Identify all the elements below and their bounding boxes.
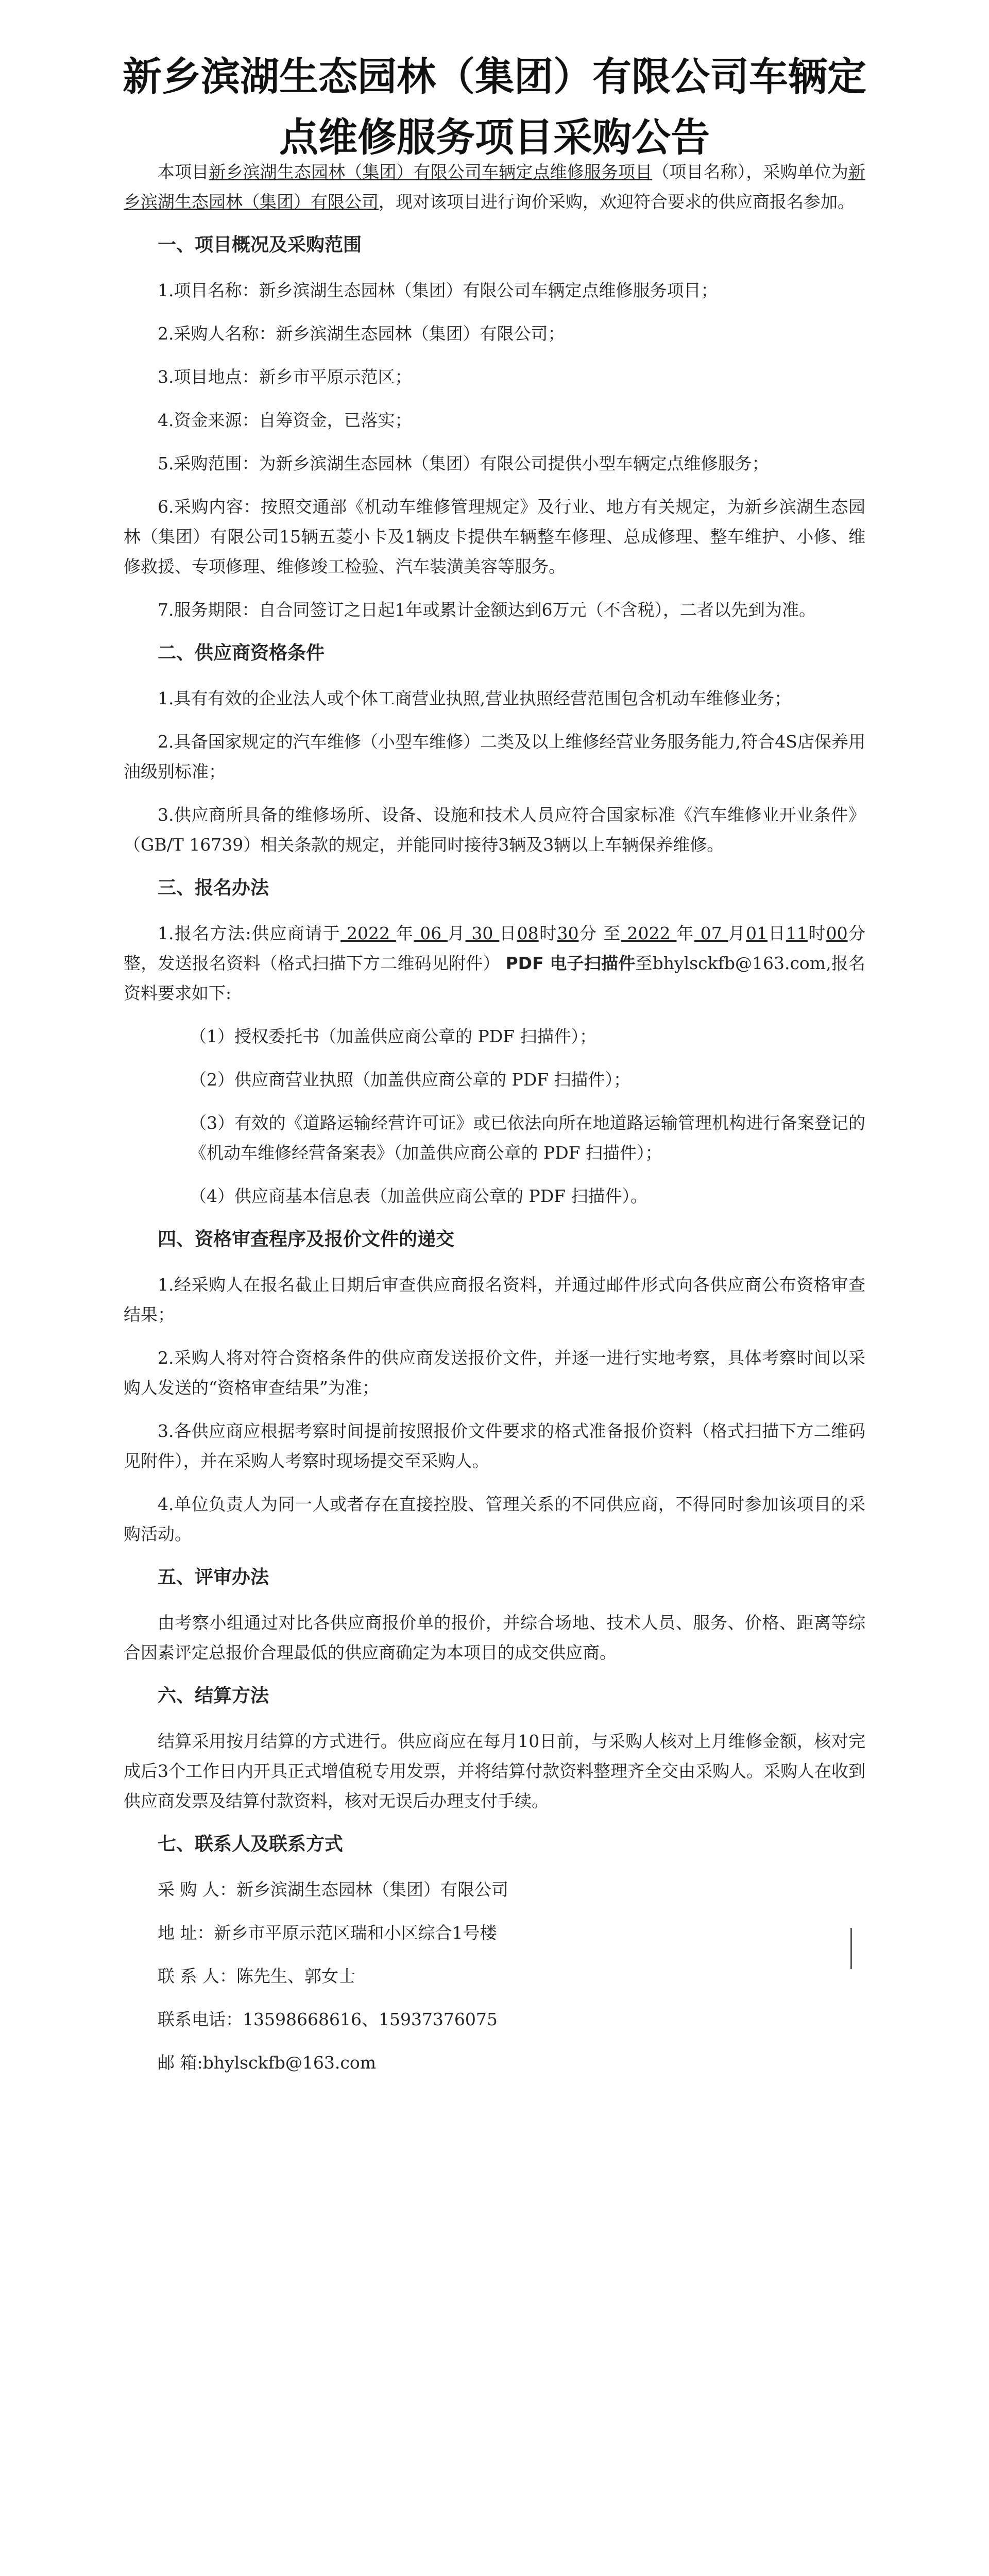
section-heading: 六、结算方法 — [158, 1685, 269, 1706]
list-item: 4.单位负责人为同一人或者存在直接控股、管理关系的不同供应商，不得同时参加该项目的采购活动。 — [124, 1494, 865, 1544]
reg-date: 08 — [517, 923, 539, 943]
page-title: 新乡滨湖生态园林（集团）有限公司车辆定点维修服务项目采购公告 — [123, 54, 866, 160]
contact-buyer: 采 购 人：新乡滨湖生态园林（集团）有限公司 — [158, 1879, 508, 1900]
reg-text: 时 — [807, 923, 826, 943]
list-item: 1.具有有效的企业法人或个体工商营业执照,营业执照经营范围包含机动车维修业务； — [158, 688, 791, 708]
reg-date: 06 — [414, 923, 448, 943]
margin-mark — [850, 1928, 852, 1969]
reg-date: 30 — [557, 923, 579, 943]
reg-text: 年 — [676, 923, 694, 943]
list-item: 3.供应商所具备的维修场所、设备、设施和技术人员应符合国家标准《汽车维修业开业条件》（GB/T 16739）相关条款的规定，并能同时接待3辆及3辆以上车辆保养维修。 — [124, 805, 865, 855]
reg-date: 2022 — [621, 923, 677, 943]
list-item: 2.采购人名称：新乡滨湖生态园林（集团）有限公司； — [158, 324, 565, 344]
reg-date: 2022 — [340, 923, 396, 943]
list-item: 1.项目名称：新乡滨湖生态园林（集团）有限公司车辆定点维修服务项目； — [158, 280, 718, 300]
project-name: 新乡滨湖生态园林（集团）有限公司车辆定点维修服务项目 — [209, 162, 653, 182]
reg-text: 分整，发送报名资料（格式扫描下方二维码见附件） — [124, 923, 866, 973]
list-item: （4）供应商基本信息表（加盖供应商公章的 PDF 扫描件）。 — [190, 1186, 648, 1206]
buyer-name: 新乡滨湖生态园林（集团）有限公司 — [124, 162, 866, 212]
reg-text: 月 — [448, 923, 466, 943]
section-heading: 二、供应商资格条件 — [158, 642, 325, 664]
reg-text: 年 — [396, 923, 414, 943]
section-heading: 三、报名办法 — [158, 877, 269, 899]
contact-person: 联 系 人：陈先生、郭女士 — [158, 1966, 355, 1986]
intro-paragraph — [124, 157, 865, 217]
list-item: （1）授权委托书（加盖供应商公章的 PDF 扫描件）； — [190, 1026, 597, 1046]
list-item: 4.资金来源：自筹资金，已落实； — [158, 410, 412, 430]
settlement-text: 结算采用按月结算的方式进行。供应商应在每月10日前，与采购人核对上月维修金额，核对完成后3个工作日内开具正式增值税专用发票，并将结算付款资料整理齐全交由采购人。采购人在收到供应商发票及结算付款资料，核对无误后办理支付手续。 — [124, 1731, 865, 1811]
registration-paragraph — [124, 919, 865, 1008]
intro-text: 本项目 — [158, 162, 209, 182]
contact-phone: 联系电话：13598668616、15937376075 — [158, 2009, 498, 2029]
list-item: 7.服务期限：自合同签订之日起1年或累计金额达到6万元（不含税），二者以先到为准。 — [158, 600, 816, 620]
section-heading: 一、项目概况及采购范围 — [158, 234, 362, 256]
intro-text: （项目名称），采购单位为 — [652, 162, 849, 182]
pdf-label: PDF 电子扫描件 — [505, 953, 636, 973]
reg-text: 1.报名方法:供应商请于 — [158, 923, 341, 943]
section-heading: 四、资格审查程序及报价文件的递交 — [158, 1229, 455, 1250]
list-item: 1.经采购人在报名截止日期后审查供应商报名资料，并通过邮件形式向各供应商公布资格审查结果； — [124, 1275, 865, 1325]
list-item: 3.各供应商应根据考察时间提前按照报价文件要求的格式准备报价资料（格式扫描下方二维码见附件），并在采购人考察时现场提交至采购人。 — [124, 1421, 865, 1471]
reg-text: 月 — [728, 923, 746, 943]
list-item: （2）供应商营业执照（加盖供应商公章的 PDF 扫描件）； — [190, 1070, 631, 1090]
contact-address: 地 址：新乡市平原示范区瑞和小区综合1号楼 — [158, 1923, 497, 1943]
reg-date: 00 — [826, 923, 848, 943]
reg-text: 日 — [768, 923, 786, 943]
reg-email-text: 至bhylsckfb@163.com,报名资料要求如下: — [124, 953, 866, 1003]
intro-text: ，现对该项目进行询价采购，欢迎符合要求的供应商报名参加。 — [379, 192, 855, 212]
reg-date: 11 — [786, 923, 808, 943]
reg-text: 分 至 — [578, 923, 621, 943]
list-item: （3）有效的《道路运输经营许可证》或已依法向所在地道路运输管理机构进行备案登记的《机动车维修经营备案表》（加盖供应商公章的 PDF 扫描件）； — [190, 1113, 865, 1163]
list-item: 6.采购内容：按照交通部《机动车维修管理规定》及行业、地方有关规定，为新乡滨湖生态园林（集团）有限公司15辆五菱小卡及1辆皮卡提供车辆整车修理、总成修理、整车维护、小修、维修救援、专项修理、维修竣工检验、汽车装潢美容等服务。 — [124, 497, 865, 577]
reg-date: 01 — [746, 923, 768, 943]
evaluation-text: 由考察小组通过对比各供应商报价单的报价，并综合场地、技术人员、服务、价格、距离等综合因素评定总报价合理最低的供应商确定为本项目的成交供应商。 — [124, 1613, 865, 1663]
reg-text: 日 — [499, 923, 517, 943]
document-body — [124, 157, 865, 2091]
list-item: 3.项目地点：新乡市平原示范区； — [158, 367, 412, 387]
reg-date: 07 — [694, 923, 728, 943]
list-item: 2.具备国家规定的汽车维修（小型车维修）二类及以上维修经营业务服务能力,符合4S店保养用油级别标准； — [124, 732, 865, 782]
contact-email: 邮 箱:bhylsckfb@163.com — [158, 2053, 377, 2073]
reg-date: 30 — [465, 923, 500, 943]
section-heading: 五、评审办法 — [158, 1567, 269, 1588]
list-item: 5.采购范围：为新乡滨湖生态园林（集团）有限公司提供小型车辆定点维修服务； — [158, 453, 769, 473]
list-item: 2.采购人将对符合资格条件的供应商发送报价文件，并逐一进行实地考察，具体考察时间以采购人发送的“资格审查结果”为准； — [124, 1348, 865, 1398]
section-heading: 七、联系人及联系方式 — [158, 1834, 344, 1855]
reg-text: 时 — [538, 923, 557, 943]
